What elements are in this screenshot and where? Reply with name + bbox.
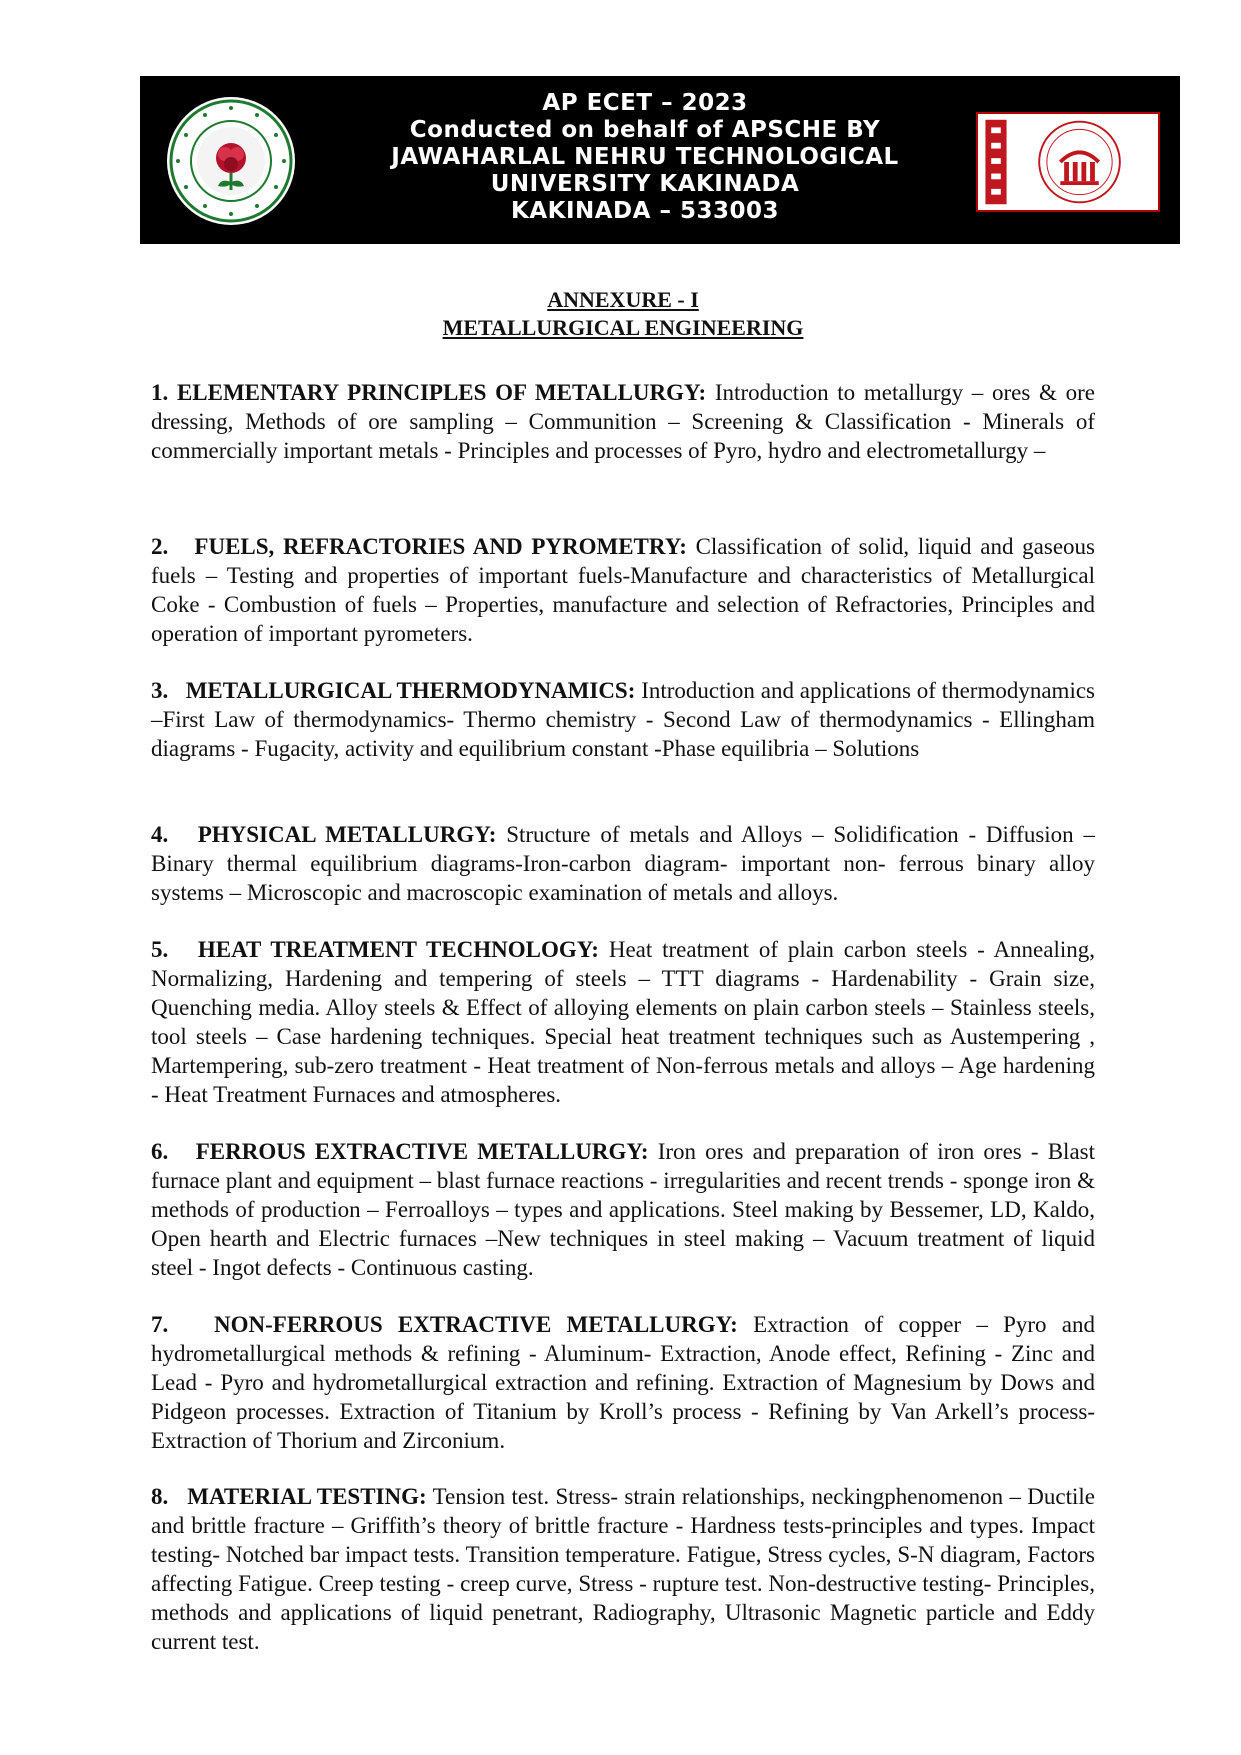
- section-1-heading: 1. ELEMENTARY PRINCIPLES OF METALLURGY:: [151, 380, 707, 405]
- section-7: [151, 1310, 1095, 1455]
- banner-line-address: KAKINADA – 533003: [511, 198, 779, 224]
- section-2-heading: 2. FUELS, REFRACTORIES AND PYROMETRY:: [151, 534, 687, 559]
- banner-line-university: JAWAHARLAL NEHRU TECHNOLOGICAL: [391, 144, 899, 170]
- section-2-body: Classification of solid, liquid and gaseous fuels – Testing and properties of important fuels-Manufacture and characteristics of Metallurgical Coke - Combustion of fuels – Properties, manufacture and selection of Refractories, Principles and operation of important pyrometers.: [151, 534, 1095, 646]
- section-5: [151, 935, 1095, 1109]
- section-7-heading: 7. NON-FERROUS EXTRACTIVE METALLURGY:: [151, 1312, 738, 1337]
- subject-title: METALLURGICAL ENGINEERING: [442, 315, 804, 340]
- section-3-heading: 3. METALLURGICAL THERMODYNAMICS:: [151, 678, 636, 703]
- annexure-title: ANNEXURE - I: [547, 287, 699, 312]
- section-3: [151, 676, 1095, 763]
- apsche-emblem-icon: [976, 112, 1160, 212]
- section-8-body: Tension test. Stress- strain relationships, neckingphenomenon – Ductile and brittle fracture – Griffith’s theory of brittle fracture - Hardness tests-principles and types. Impact testing- Notched bar impact tests. Transition temperature. Fatigue, Stress cycles, S-N diagram, Factors affecting Fatigue. Creep testing - creep curve, Stress - rupture test. Non-destructive testing- Principles, methods and applications of liquid penetrant, Radiography, Ultrasonic Magnetic particle and Eddy current test.: [151, 1484, 1095, 1654]
- section-6: [151, 1137, 1095, 1282]
- section-4-body: Structure of metals and Alloys – Solidification - Diffusion – Binary thermal equilibrium diagrams-Iron-carbon diagram- important non- ferrous binary alloy systems – Microscopic and macroscopic examination of metals and alloys.: [151, 822, 1096, 905]
- section-3-body: Introduction and applications of thermodynamics –First Law of thermodynamics- Thermo chemistry - Second Law of thermodynamics - Ellingham diagrams - Fugacity, activity and equilibrium constant -Phase equilibria – Solutions: [151, 678, 1096, 761]
- document-body: [151, 286, 1096, 1654]
- banner-line-conducted: Conducted on behalf of APSCHE BY: [409, 117, 881, 143]
- section-4-heading: 4. PHYSICAL METALLURGY:: [151, 822, 497, 847]
- section-5-body: Heat treatment of plain carbon steels - Annealing, Normalizing, Hardening and tempering of steels – TTT diagrams - Hardenability - Grain size, Quenching media. Alloy steels & Effect of alloying elements on plain carbon steels – Stainless steels, tool steels – Case hardening techniques. Special heat treatment techniques such as Austempering , Martempering, sub-zero treatment - Heat treatment of Non-ferrous metals and alloys – Age hardening - Heat Treatment Furnaces and atmospheres.: [151, 937, 1096, 1107]
- jntu-seal-icon: [164, 94, 298, 228]
- section-7-body: Extraction of copper – Pyro and hydrometallurgical methods & refining - Aluminum- Extraction, Anode effect, Refining - Zinc and Lead - Pyro and hydrometallurgical extraction and refining. Extraction of Magnesium by Dows and Pidgeon processes. Extraction of Titanium by Kroll’s process - Refining by Van Arkell’s process-Extraction of Thorium and Zirconium.: [151, 1312, 1096, 1453]
- section-1-body: Introduction to metallurgy – ores & ore dressing, Methods of ore sampling – Communition – Screening & Classification - Minerals of commercially important metals - Principles and processes of Pyro, hydro and electrometallurgy –: [151, 380, 1095, 463]
- section-6-heading: 6. FERROUS EXTRACTIVE METALLURGY:: [151, 1139, 649, 1164]
- header-banner: [140, 76, 1180, 244]
- banner-title: [310, 90, 980, 225]
- section-8-heading: 8. MATERIAL TESTING:: [151, 1484, 427, 1509]
- section-1: [151, 378, 1095, 465]
- banner-line-exam: AP ECET – 2023: [542, 90, 748, 116]
- banner-line-university-2: UNIVERSITY KAKINADA: [490, 171, 800, 197]
- section-2: [151, 532, 1095, 648]
- section-6-body: Iron ores and preparation of iron ores - Blast furnace plant and equipment – blast furnace reactions - irregularities and recent trends - sponge iron & methods of production – Ferroalloys – types and applications. Steel making by Bessemer, LD, Kaldo, Open hearth and Electric furnaces –New techniques in steel making – Vacuum treatment of liquid steel - Ingot defects - Continuous casting.: [151, 1139, 1095, 1280]
- section-5-heading: 5. HEAT TREATMENT TECHNOLOGY:: [151, 937, 599, 962]
- section-4: [151, 820, 1095, 907]
- section-8: [151, 1482, 1095, 1656]
